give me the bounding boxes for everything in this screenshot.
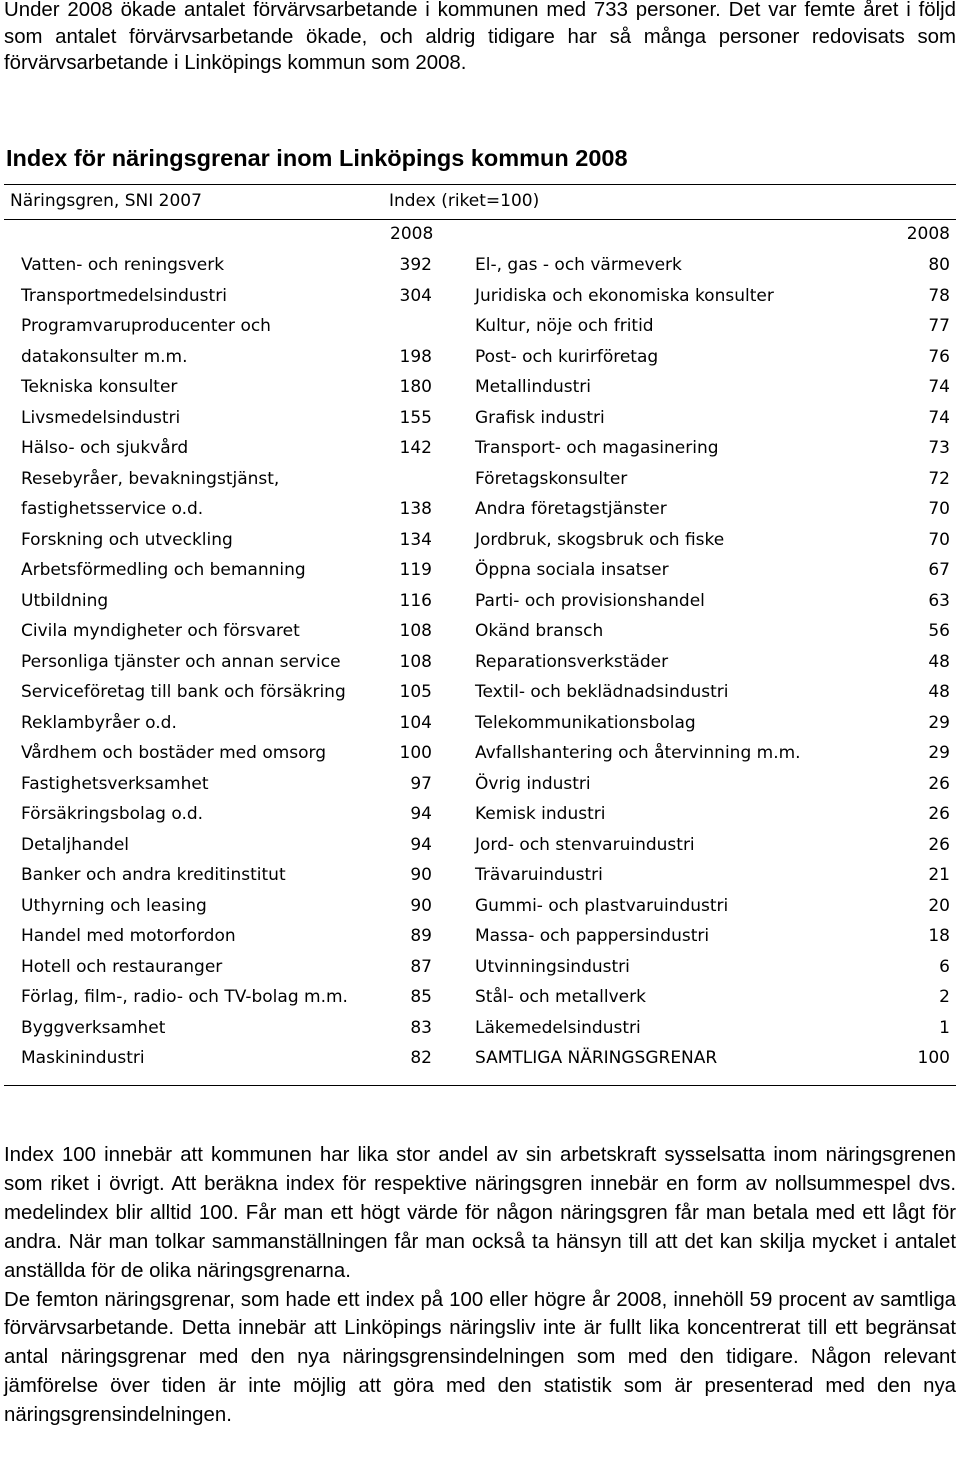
table-top-rule: [4, 184, 956, 185]
sector-name-left: datakonsulter m.m.: [21, 346, 188, 367]
table-row: [0, 1043, 960, 1074]
index-value-left: 90: [410, 895, 432, 916]
index-value-right: 20: [928, 895, 950, 916]
sector-name-left: Forskning och utveckling: [21, 529, 233, 550]
sector-name-right: Företagskonsulter: [475, 468, 628, 489]
index-value-left: 94: [410, 834, 432, 855]
sector-name-left: Detaljhandel: [21, 834, 130, 855]
index-value-right: 26: [928, 834, 950, 855]
sector-name-left: Arbetsförmedling och bemanning: [21, 560, 306, 580]
index-value-left: 304: [399, 285, 432, 306]
index-value-right: 21: [928, 865, 950, 885]
explanation-paragraph-1: Index 100 innebär att kommunen har lika stor andel av sin arbetskraft sysselsatta inom näringsgrenen som riket i övrigt. Att beräkna index för respektive näringsgren innebär en form av nollsummespel dvs. medelindex blir alltid 100. Får man ett högt värde för någon näringsgren får man betala med ett lågt för andra. När man tolkar sammanställningen får man också ta hänsyn till att det kan skilja mycket i antalet anställda för de olika näringsgrenarna.: [4, 1144, 956, 1282]
sector-name-right: Post- och kurirföretag: [475, 346, 659, 367]
table-row: [0, 708, 960, 739]
table-row: [0, 281, 960, 312]
index-table-body: [0, 250, 960, 1074]
index-value-right: 74: [928, 377, 950, 397]
index-value-right: 76: [928, 346, 950, 367]
sector-name-right: Läkemedelsindustri: [475, 1017, 641, 1038]
index-value-left: 85: [410, 987, 432, 1007]
table-row: [0, 494, 960, 525]
sector-name-left: Maskinindustri: [21, 1048, 145, 1068]
sector-name-left: Programvaruproducenter och: [21, 316, 271, 336]
index-value-right: 77: [928, 316, 950, 336]
index-value-right: 48: [928, 651, 950, 672]
sector-name-right: Övrig industri: [475, 773, 591, 794]
sector-name-right: Utvinningsindustri: [475, 956, 630, 977]
sector-name-right: Gummi- och plastvaruindustri: [475, 895, 729, 916]
table-row: [0, 250, 960, 281]
sector-name-right: Okänd bransch: [475, 621, 604, 641]
table-row: [0, 769, 960, 800]
index-value-right: 78: [928, 285, 950, 306]
index-value-left: 138: [399, 499, 432, 519]
sector-name-left: Förlag, film-, radio- och TV-bolag m.m.: [21, 987, 348, 1007]
sector-name-right: Trävaruindustri: [475, 865, 603, 885]
index-value-left: 108: [399, 621, 432, 641]
index-value-left: 180: [399, 377, 432, 397]
sector-name-left: Personliga tjänster och annan service: [21, 651, 341, 672]
table-row: [0, 799, 960, 830]
table-row: [0, 891, 960, 922]
sector-name-right: SAMTLIGA NÄRINGSGRENAR: [475, 1048, 718, 1068]
index-value-left: 198: [399, 346, 432, 367]
index-value-left: 82: [410, 1048, 432, 1068]
index-value-left: 142: [399, 438, 432, 458]
table-row: [0, 586, 960, 617]
sector-name-left: Tekniska konsulter: [21, 377, 178, 397]
sector-name-right: Andra företagstjänster: [475, 499, 667, 519]
table-row: [0, 525, 960, 556]
sector-name-left: Resebyråer, bevakningstjänst,: [21, 468, 280, 489]
sector-name-right: Stål- och metallverk: [475, 987, 646, 1007]
index-value-left: 97: [410, 773, 432, 794]
index-value-right: 70: [928, 529, 950, 550]
table-header-rule: [4, 219, 956, 220]
table-bottom-rule: [4, 1085, 956, 1086]
sector-name-left: Livsmedelsindustri: [21, 407, 181, 428]
index-value-left: 100: [399, 743, 432, 763]
header-sector: Näringsgren, SNI 2007: [10, 191, 202, 211]
sector-name-right: Telekommunikationsbolag: [475, 712, 696, 733]
table-row: [0, 860, 960, 891]
sector-name-right: Jord- och stenvaruindustri: [475, 834, 695, 855]
table-row: [0, 464, 960, 495]
index-value-right: 70: [928, 499, 950, 519]
sector-name-left: Hotell och restauranger: [21, 956, 223, 977]
index-value-left: 90: [410, 865, 432, 885]
index-value-right: 73: [928, 438, 950, 458]
sector-name-right: Massa- och pappersindustri: [475, 926, 710, 946]
table-row: [0, 555, 960, 586]
index-value-right: 72: [928, 468, 950, 489]
index-value-left: 134: [399, 529, 432, 550]
sector-name-right: Grafisk industri: [475, 407, 605, 428]
index-value-left: 116: [399, 590, 432, 611]
sector-name-left: Utbildning: [21, 590, 109, 611]
index-value-left: 108: [399, 651, 432, 672]
sector-name-left: fastighetsservice o.d.: [21, 499, 204, 519]
table-row: [0, 311, 960, 342]
index-value-right: 2: [939, 987, 950, 1007]
sector-name-right: Textil- och beklädnadsindustri: [475, 682, 729, 702]
table-title: Index för näringsgrenar inom Linköpings kommun 2008: [6, 145, 628, 171]
index-value-right: 63: [928, 590, 950, 611]
index-value-left: 392: [399, 255, 432, 275]
index-value-right: 26: [928, 804, 950, 824]
index-value-right: 48: [928, 682, 950, 702]
table-row: [0, 738, 960, 769]
index-value-left: 87: [410, 956, 432, 977]
index-value-right: 29: [928, 712, 950, 733]
sector-name-right: Juridiska och ekonomiska konsulter: [475, 285, 774, 306]
sector-name-left: Försäkringsbolag o.d.: [21, 804, 204, 824]
sector-name-right: Kemisk industri: [475, 804, 606, 824]
index-value-left: 94: [410, 804, 432, 824]
year-left: 2008: [390, 224, 434, 244]
sector-name-right: Reparationsverkstäder: [475, 651, 669, 672]
index-value-left: 83: [410, 1017, 432, 1038]
table-row: [0, 921, 960, 952]
index-value-right: 74: [928, 407, 950, 428]
sector-name-left: Hälso- och sjukvård: [21, 438, 189, 458]
index-value-right: 67: [928, 560, 950, 580]
sector-name-left: Uthyrning och leasing: [21, 895, 207, 916]
sector-name-left: Transportmedelsindustri: [21, 285, 227, 306]
index-value-right: 18: [928, 926, 950, 946]
table-row: [0, 647, 960, 678]
table-row: [0, 677, 960, 708]
sector-name-left: Fastighetsverksamhet: [21, 773, 209, 794]
header-index: Index (riket=100): [389, 191, 540, 211]
table-row: [0, 403, 960, 434]
index-value-right: 6: [939, 956, 950, 977]
table-row: [0, 342, 960, 373]
index-value-right: 29: [928, 743, 950, 763]
sector-name-right: Öppna sociala insatser: [475, 560, 669, 580]
intro-paragraph: Under 2008 ökade antalet förvärvsarbetande i kommunen med 733 personer. Det var femte året i följd som antalet förvärvsarbetande ökade, och aldrig tidigare har så många personer redovisats som förvärvsarbetande i Linköpings kommun som 2008.: [4, 0, 956, 74]
sector-name-left: Banker och andra kreditinstitut: [21, 865, 286, 885]
sector-name-right: Kultur, nöje och fritid: [475, 316, 654, 336]
index-value-left: 89: [410, 926, 432, 946]
table-row: [0, 616, 960, 647]
index-value-right: 100: [917, 1048, 950, 1068]
sector-name-left: Serviceföretag till bank och försäkring: [21, 682, 346, 702]
sector-name-left: Handel med motorfordon: [21, 926, 236, 946]
table-row: [0, 1013, 960, 1044]
table-row: [0, 433, 960, 464]
sector-name-right: Jordbruk, skogsbruk och fiske: [475, 529, 725, 550]
table-row: [0, 830, 960, 861]
sector-name-left: Reklambyråer o.d.: [21, 712, 177, 733]
index-value-right: 80: [928, 255, 950, 275]
explanation-text: [4, 1141, 956, 1430]
index-value-left: 155: [399, 407, 432, 428]
index-value-right: 1: [939, 1017, 950, 1038]
sector-name-right: El-, gas - och värmeverk: [475, 255, 682, 275]
index-value-left: 105: [399, 682, 432, 702]
sector-name-right: Metallindustri: [475, 377, 591, 397]
index-value-right: 26: [928, 773, 950, 794]
table-row: [0, 952, 960, 983]
table-row: [0, 372, 960, 403]
sector-name-left: Vatten- och reningsverk: [21, 255, 225, 275]
sector-name-left: Vårdhem och bostäder med omsorg: [21, 743, 327, 763]
explanation-paragraph-2: De femton näringsgrenar, som hade ett index på 100 eller högre år 2008, innehöll 59 procent av samtliga förvärvsarbetande. Detta innebär att Linköpings näringsliv inte är fullt lika koncentrerat till ett begränsat antal näringsgrenar med den nya näringsgrensindelningen som med den tidigare. Någon relevant jämförelse över tiden är inte möjlig att göra med den statistik som är presenterad med den nya näringsgrensindelningen.: [4, 1288, 956, 1427]
sector-name-right: Avfallshantering och återvinning m.m.: [475, 743, 801, 763]
table-row: [0, 982, 960, 1013]
index-value-left: 104: [399, 712, 432, 733]
index-value-left: 119: [399, 560, 432, 580]
sector-name-right: Parti- och provisionshandel: [475, 590, 705, 611]
sector-name-left: Civila myndigheter och försvaret: [21, 621, 300, 641]
year-right: 2008: [906, 224, 950, 244]
sector-name-right: Transport- och magasinering: [475, 438, 719, 458]
index-value-right: 56: [928, 621, 950, 641]
sector-name-left: Byggverksamhet: [21, 1017, 166, 1038]
